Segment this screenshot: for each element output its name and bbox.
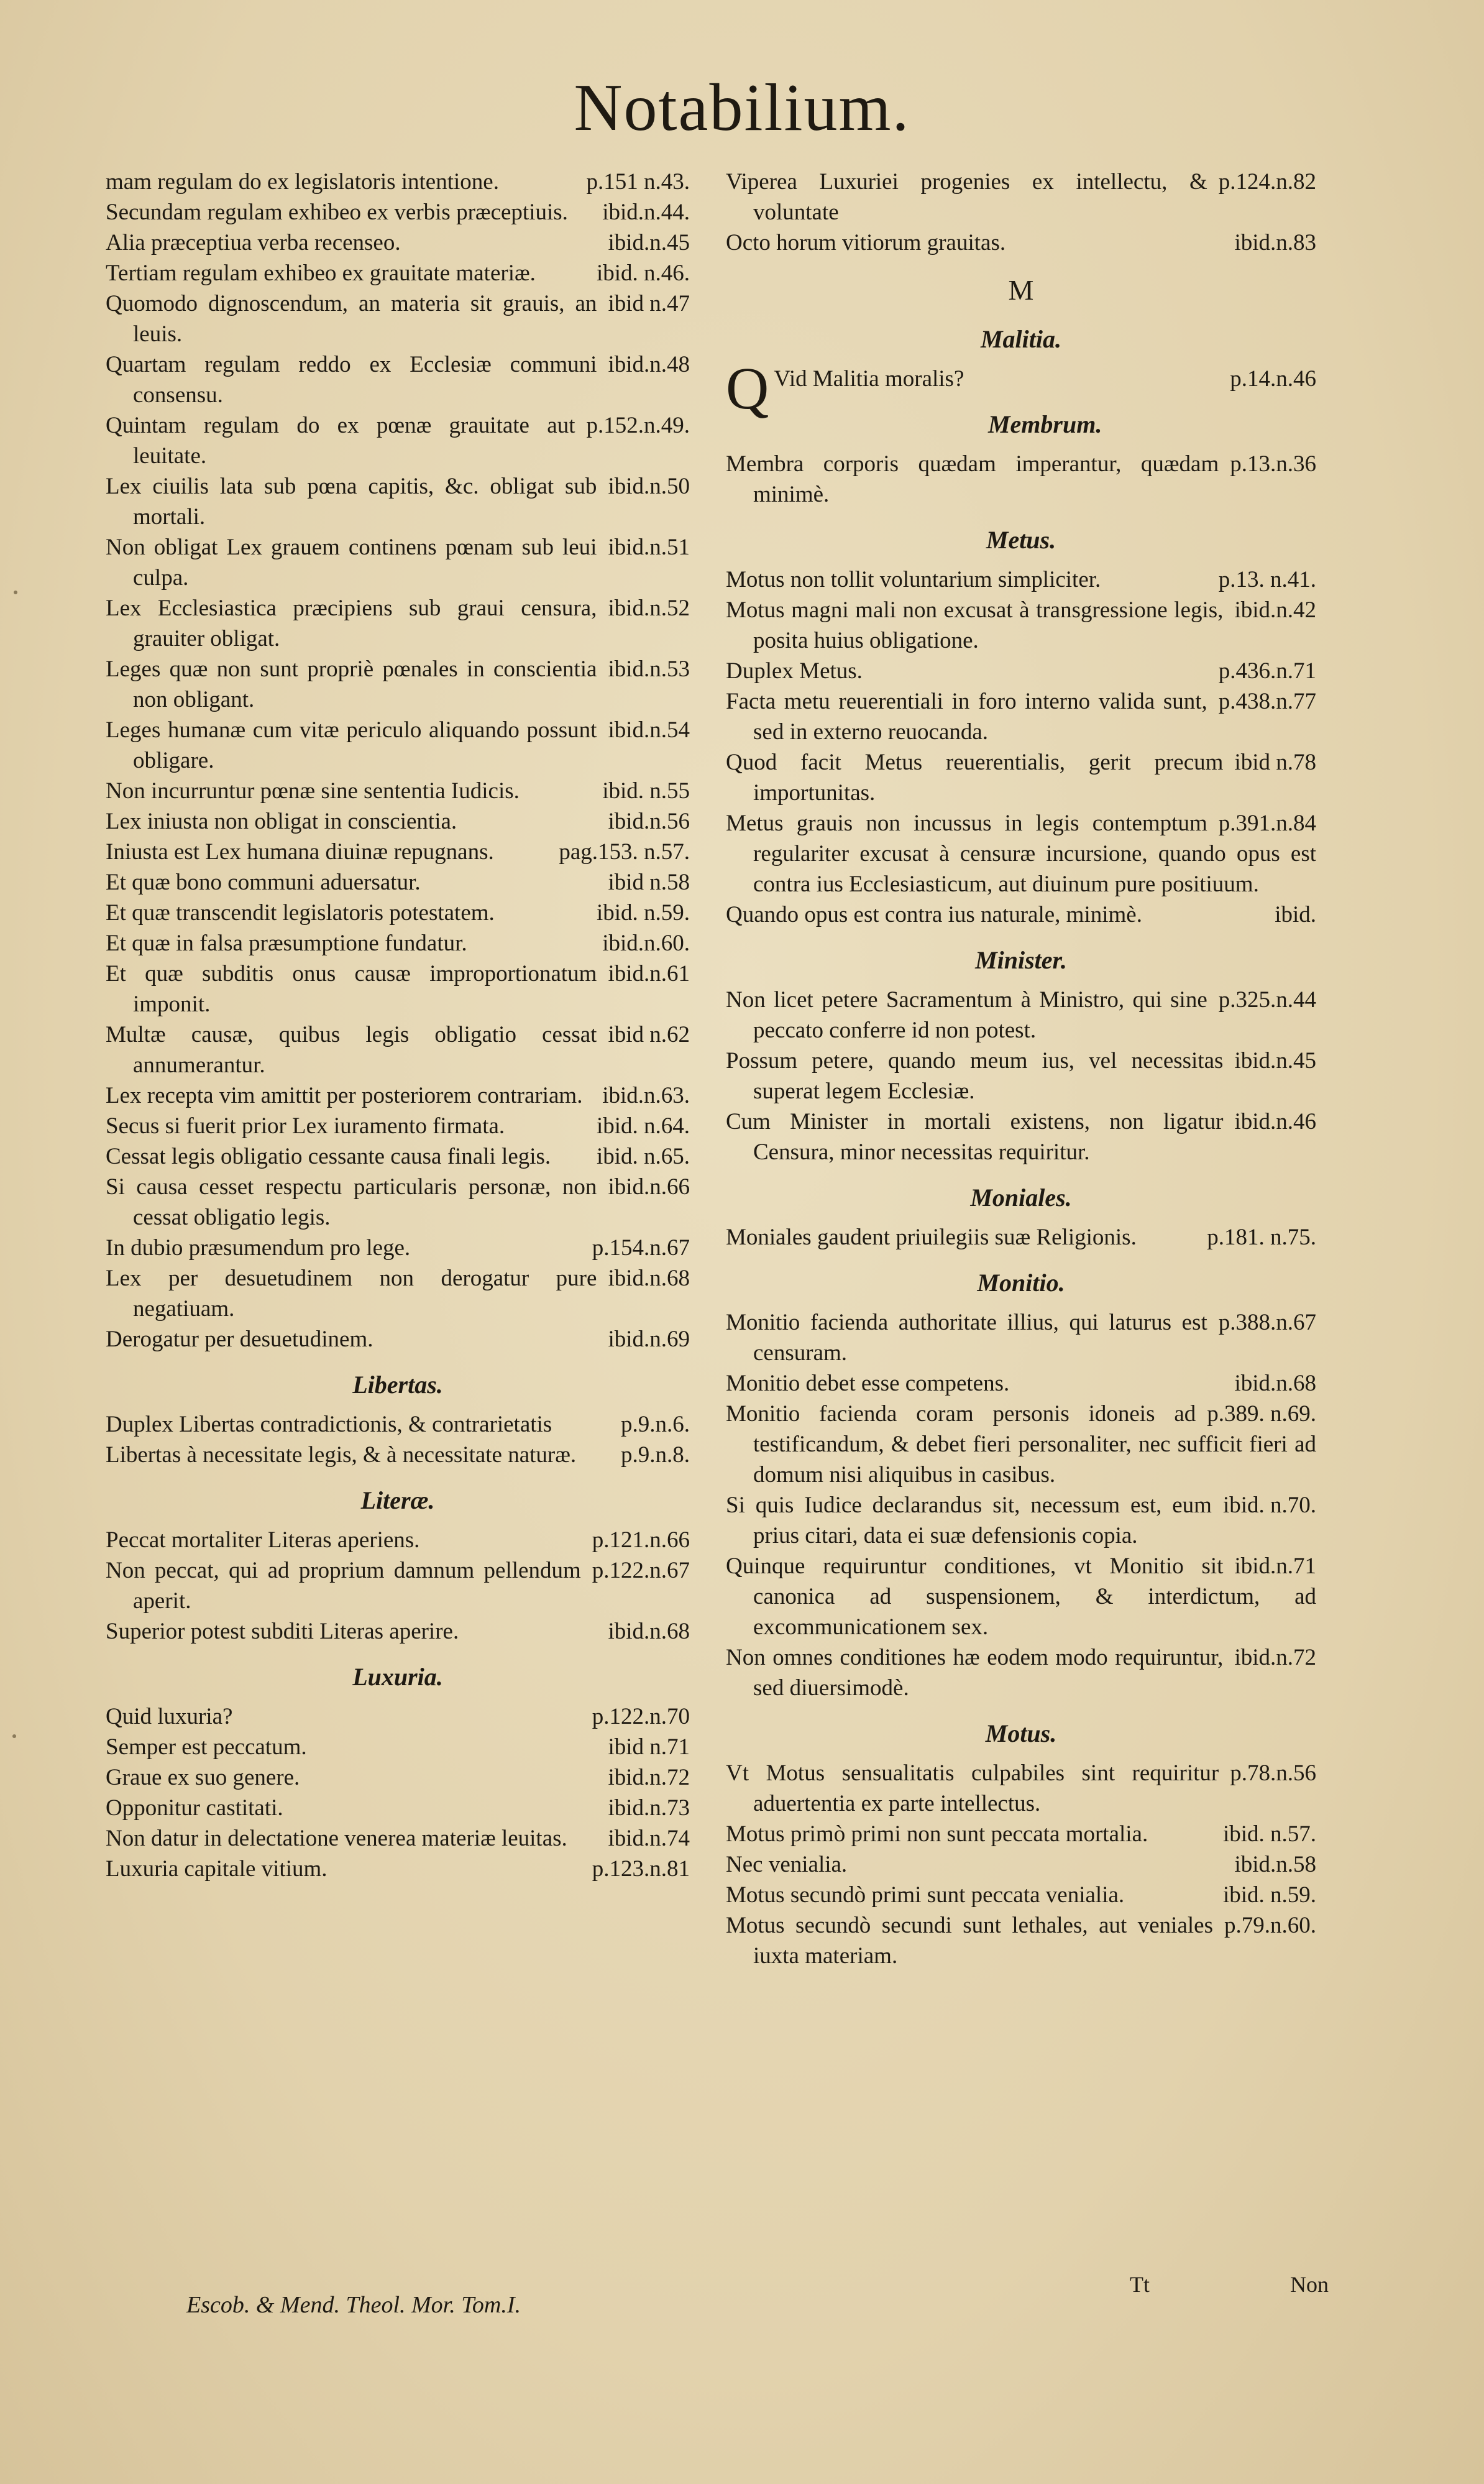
index-entry — [106, 1233, 690, 1263]
page-reference: ibid n.58 — [608, 870, 690, 895]
footer-title: Escob. & Mend. Theol. Mor. Tom.I. — [186, 2292, 521, 2318]
entry-text: Leges quæ non sunt propriè pœnales in conscientia non obligant. — [106, 656, 597, 712]
entry-text: Superior potest subditi Literas aperire. — [106, 1619, 459, 1644]
entry-text: Vid Malitia moralis? — [774, 366, 964, 392]
page-reference: ibid. n.55 — [602, 778, 690, 804]
entry-text: Derogatur per desuetudinem. — [106, 1327, 373, 1352]
index-entry — [106, 715, 690, 776]
index-entry — [726, 656, 1316, 686]
entry-text: Lex recepta vim amittit per posteriorem contrariam. — [106, 1083, 583, 1108]
entry-text: Leges humanæ cum vitæ periculo aliquando possunt obligare. — [106, 717, 597, 773]
index-entry — [726, 1490, 1316, 1551]
index-column-right — [726, 167, 1316, 1971]
page-reference: p.78.n.56 — [1230, 1760, 1316, 1786]
page-reference: ibid.n.51 — [608, 535, 690, 560]
index-entry — [106, 776, 690, 806]
page-reference: ibid.n.83 — [1234, 230, 1316, 255]
entry-text: Motus primò primi non sunt peccata mortalia. — [726, 1821, 1148, 1847]
index-entry — [106, 1823, 690, 1854]
section-heading: Luxuria. — [352, 1663, 443, 1691]
page-reference: ibid.n.60. — [602, 931, 690, 956]
entry-text: Motus secundò secundi sunt lethales, aut veniales iuxta materiam. — [726, 1913, 1213, 1969]
index-entry — [106, 1762, 690, 1793]
page-reference: ibid. n.70. — [1222, 1493, 1316, 1518]
page-reference: ibid.n.72 — [1234, 1645, 1316, 1670]
index-entry — [726, 686, 1316, 747]
page-reference: ibid n.78 — [1234, 750, 1316, 775]
page-reference: ibid n.62 — [608, 1022, 690, 1047]
page-reference: p.13. n.41. — [1218, 567, 1316, 592]
entry-text: Non incurruntur pœnæ sine sententia Iudicis. — [106, 778, 520, 804]
entry-text: Et quæ subditis onus causæ improportionatum imponit. — [106, 961, 597, 1017]
page-reference: p.181. n.75. — [1207, 1225, 1316, 1250]
entry-text: Graue ex suo genere. — [106, 1765, 300, 1790]
page-reference: ibid. n.59. — [596, 900, 690, 926]
entry-text: Motus non tollit voluntarium simpliciter. — [726, 567, 1101, 592]
entry-text: Iniusta est Lex humana diuinæ repugnans. — [106, 839, 494, 865]
index-entry — [106, 228, 690, 258]
section-heading: Literæ. — [360, 1486, 435, 1514]
index-entry — [106, 532, 690, 593]
page-reference: p.152.n.49. — [586, 413, 690, 438]
page-reference: p.325.n.44 — [1218, 987, 1316, 1013]
page-reference: p.391.n.84 — [1218, 811, 1316, 836]
index-entry — [106, 1732, 690, 1762]
page-reference: ibid.n.74 — [608, 1826, 690, 1851]
entry-text: Metus grauis non incussus in legis contemptum regulariter excusat à censuræ incursione, quando opus est contra ius Ecclesiasticum, aut diuinum pure positiuum. — [726, 811, 1316, 897]
page-reference: ibid.n.66 — [608, 1174, 690, 1200]
index-entry — [726, 1106, 1316, 1167]
section-heading: Moniales. — [970, 1184, 1072, 1212]
margin-spot — [14, 591, 17, 594]
index-entry — [106, 1019, 690, 1080]
page-reference: pag.153. n.57. — [559, 839, 690, 865]
index-entry — [106, 1440, 690, 1470]
page-reference: ibid.n.63. — [602, 1083, 690, 1108]
entry-text: Cessat legis obligatio cessante causa finali legis. — [106, 1144, 551, 1169]
entry-text: Quinque requiruntur conditiones, vt Monitio sit canonica ad suspensionem, & interdictum, ad excommunicationem sex. — [726, 1553, 1316, 1640]
page-reference: ibid.n.68 — [608, 1619, 690, 1644]
index-entry — [726, 228, 1316, 258]
entry-text: Quintam regulam do ex pœnæ grauitate aut leuitate. — [106, 413, 575, 469]
entry-text: Opponitur castitati. — [106, 1795, 283, 1821]
page-reference: ibid.n.53 — [608, 656, 690, 682]
page-reference: ibid n.71 — [608, 1734, 690, 1760]
page-reference: ibid.n.45 — [1234, 1048, 1316, 1074]
page-reference: ibid.n.68 — [608, 1266, 690, 1291]
entry-text: Non licet petere Sacramentum à Ministro, qui sine peccato conferre id non potest. — [726, 987, 1207, 1043]
index-entry — [726, 1880, 1316, 1910]
index-entry — [726, 564, 1316, 595]
page-reference: p.389. n.69. — [1207, 1401, 1316, 1427]
entry-text: Tertiam regulam exhibeo ex grauitate materiæ. — [106, 260, 536, 286]
margin-spot — [12, 1734, 16, 1738]
page-reference: ibid.n.58 — [1234, 1852, 1316, 1877]
index-entry — [106, 288, 690, 349]
entry-text: Monitio debet esse competens. — [726, 1371, 1010, 1396]
entry-text: Non datur in delectatione venerea materiæ leuitas. — [106, 1826, 567, 1851]
index-entry — [106, 1111, 690, 1141]
page-reference: ibid.n.50 — [608, 474, 690, 499]
page-reference: ibid.n.71 — [1234, 1553, 1316, 1579]
index-entry — [106, 1263, 690, 1324]
entry-text: Quartam regulam reddo ex Ecclesiæ communi consensu. — [106, 352, 597, 408]
index-entry — [106, 959, 690, 1019]
page-reference: ibid.n.54 — [608, 717, 690, 743]
section-heading: Metus. — [986, 526, 1056, 554]
entry-text: Octo horum vitiorum grauitas. — [726, 230, 1006, 255]
page-reference: ibid. n.64. — [596, 1113, 690, 1139]
page-reference: ibid.n.46 — [1234, 1109, 1316, 1134]
page-reference: p.123.n.81 — [592, 1856, 690, 1882]
index-entry — [106, 1701, 690, 1732]
page-reference: p.388.n.67 — [1218, 1310, 1316, 1335]
entry-text: Possum petere, quando meum ius, vel necessitas superat legem Ecclesiæ. — [726, 1048, 1224, 1104]
entry-text: Motus magni mali non excusat à transgressione legis, posita huius obligatione. — [726, 597, 1224, 653]
index-entry — [726, 808, 1316, 899]
page-reference: ibid.n.44. — [602, 200, 690, 225]
entry-text: Alia præceptiua verba recenseo. — [106, 230, 401, 255]
page-reference: ibid.n.68 — [1234, 1371, 1316, 1396]
entry-text: Nec venialia. — [726, 1852, 848, 1877]
page-reference: ibid.n.42 — [1234, 597, 1316, 623]
page-reference: p.438.n.77 — [1218, 689, 1316, 714]
page-reference: ibid. n.46. — [596, 260, 690, 286]
index-entry — [726, 1222, 1316, 1253]
entry-text: Moniales gaudent priuilegiis suæ Religionis. — [726, 1225, 1137, 1250]
index-entry — [106, 867, 690, 898]
page-reference: p.13.n.36 — [1230, 451, 1316, 477]
index-entry — [106, 1555, 690, 1616]
index-entry — [726, 1849, 1316, 1880]
index-entry — [106, 654, 690, 715]
catchword: Non — [1290, 2272, 1329, 2297]
page-reference: p.124.n.82 — [1218, 169, 1316, 195]
entry-text: Monitio facienda coram personis idoneis ad testificandum, & debet fieri personaliter, nec sufficit fieri ad domum nisi aliquibus in casibus. — [726, 1401, 1316, 1488]
drop-cap: Q — [726, 355, 769, 421]
index-entry — [106, 258, 690, 288]
index-entry — [106, 1854, 690, 1884]
entry-text: Quando opus est contra ius naturale, minimè. — [726, 902, 1142, 927]
page-reference: ibid.n.69 — [608, 1327, 690, 1352]
entry-text: Multæ causæ, quibus legis obligatio cessat annumerantur. — [106, 1022, 597, 1078]
index-entry — [106, 593, 690, 654]
entry-text: Viperea Luxuriei progenies ex intellectu, & voluntate — [726, 169, 1207, 225]
entry-text: Lex iniusta non obligat in conscientia. — [106, 809, 457, 834]
page-reference: ibid.n.56 — [608, 809, 690, 834]
page-reference: p.14.n.46 — [1230, 366, 1316, 392]
page-reference: p.121.n.66 — [592, 1527, 690, 1553]
page-reference: p.122.n.70 — [592, 1704, 690, 1729]
index-entry — [106, 1525, 690, 1555]
index-entry — [726, 1758, 1316, 1819]
page-reference: p.122.n.67 — [592, 1558, 690, 1583]
page-reference: ibid n.47 — [608, 291, 690, 316]
page-reference: ibid.n.72 — [608, 1765, 690, 1790]
entry-text: Lex Ecclesiastica præcipiens sub graui censura, grauiter obligat. — [106, 596, 597, 651]
entry-text: Et quæ transcendit legislatoris potestatem. — [106, 900, 495, 926]
signature-mark: Tt — [1130, 2272, 1150, 2297]
section-heading: Monitio. — [977, 1269, 1065, 1297]
page-reference: p.151 n.43. — [586, 169, 690, 195]
entry-text: Semper est peccatum. — [106, 1734, 307, 1760]
index-entry — [106, 1409, 690, 1440]
page-reference: ibid.n.73 — [608, 1795, 690, 1821]
page-reference: p.79.n.60. — [1224, 1913, 1316, 1938]
index-entry — [726, 1046, 1316, 1106]
index-entry — [106, 1616, 690, 1647]
index-entry — [726, 1642, 1316, 1703]
index-entry — [726, 449, 1316, 510]
section-heading: Minister. — [975, 946, 1067, 974]
page-reference: ibid.n.48 — [608, 352, 690, 377]
index-entry — [106, 1172, 690, 1233]
page-reference: ibid. n.65. — [596, 1144, 690, 1169]
entry-text: Secus si fuerit prior Lex iuramento firmata. — [106, 1113, 505, 1139]
entry-text: Si quis Iudice declarandus sit, necessum est, eum prius citari, data ei suæ defensionis copia. — [726, 1493, 1212, 1548]
section-heading: Malitia. — [980, 325, 1062, 353]
entry-text: Luxuria capitale vitium. — [106, 1856, 327, 1882]
index-entry — [726, 1819, 1316, 1849]
footer-signature-line — [1130, 2271, 1329, 2298]
index-entry — [106, 1141, 690, 1172]
entry-text: Quomodo dignoscendum, an materia sit grauis, an leuis. — [106, 291, 597, 347]
index-entry — [106, 928, 690, 959]
index-column-left — [106, 167, 690, 1884]
entry-text: In dubio præsumendum pro lege. — [106, 1235, 411, 1261]
index-entry — [726, 1307, 1316, 1368]
index-entry — [726, 1399, 1316, 1490]
index-entry — [106, 197, 690, 228]
index-entry — [106, 898, 690, 928]
entry-text: Non obligat Lex grauem continens pœnam sub leui culpa. — [106, 535, 597, 591]
entry-text: Cum Minister in mortali existens, non ligatur Censura, minor necessitas requiritur. — [726, 1109, 1224, 1165]
entry-text: Vt Motus sensualitatis culpabiles sint requiritur aduertentia ex parte intellectus. — [726, 1760, 1219, 1816]
page-reference: ibid.n.45 — [608, 230, 690, 255]
index-entry — [726, 1551, 1316, 1642]
entry-text: Facta metu reuerentiali in foro interno valida sunt, sed in externo reuocanda. — [726, 689, 1207, 745]
index-entry — [726, 355, 1316, 421]
index-entry — [106, 167, 690, 197]
entry-text: Membra corporis quædam imperantur, quædam minimè. — [726, 451, 1219, 507]
entry-text: Quod facit Metus reuerentialis, gerit precum importunitas. — [726, 750, 1224, 806]
page-reference: ibid. — [1275, 902, 1316, 927]
section-heading: Libertas. — [352, 1371, 443, 1399]
entry-text: Si causa cesset respectu particularis personæ, non cessat obligatio legis. — [106, 1174, 597, 1230]
index-entry — [106, 1080, 690, 1111]
index-entry — [106, 837, 690, 867]
entry-text: Non omnes conditiones hæ eodem modo requiruntur, sed diuersimodè. — [726, 1645, 1224, 1701]
entry-text: Secundam regulam exhibeo ex verbis præceptiuis. — [106, 200, 568, 225]
page-reference: ibid. n.59. — [1222, 1882, 1316, 1908]
entry-text: Quid luxuria? — [106, 1704, 233, 1729]
entry-text: Monitio facienda authoritate illius, qui laturus est censuram. — [726, 1310, 1207, 1366]
page-reference: p.436.n.71 — [1218, 658, 1316, 684]
index-entry — [106, 1793, 690, 1823]
page-reference: ibid.n.52 — [608, 596, 690, 621]
page-reference: p.9.n.6. — [621, 1412, 690, 1437]
index-entry — [106, 471, 690, 532]
entry-text: Non peccat, qui ad proprium damnum pellendum aperit. — [106, 1558, 581, 1614]
index-entry — [726, 747, 1316, 808]
index-entry — [726, 1910, 1316, 1971]
entry-text: mam regulam do ex legislatoris intentione. — [106, 169, 499, 195]
entry-text: Et quæ bono communi aduersatur. — [106, 870, 421, 895]
index-entry — [106, 806, 690, 837]
page-reference: p.154.n.67 — [592, 1235, 690, 1261]
page-reference: ibid.n.61 — [608, 961, 690, 987]
index-entry — [726, 985, 1316, 1046]
entry-text: Libertas à necessitate legis, & à necessitate naturæ. — [106, 1442, 577, 1468]
page-reference: p.9.n.8. — [621, 1442, 690, 1468]
index-entry — [726, 899, 1316, 930]
page-title: Notabilium. — [574, 71, 910, 145]
entry-text: Lex ciuilis lata sub pœna capitis, &c. obligat sub mortali. — [106, 474, 597, 530]
index-entry — [726, 595, 1316, 656]
letter-heading: M — [1008, 274, 1034, 306]
section-heading: Motus. — [985, 1719, 1057, 1747]
section-heading: Membrum. — [987, 410, 1102, 438]
index-entry — [106, 349, 690, 410]
page-reference: ibid. n.57. — [1222, 1821, 1316, 1847]
entry-text: Et quæ in falsa præsumptione fundatur. — [106, 931, 467, 956]
entry-text: Duplex Libertas contradictionis, & contrarietatis — [106, 1412, 552, 1437]
index-entry — [106, 1324, 690, 1355]
index-entry — [726, 167, 1316, 228]
index-entry — [726, 1368, 1316, 1399]
entry-text: Peccat mortaliter Literas aperiens. — [106, 1527, 420, 1553]
entry-text: Lex per desuetudinem non derogatur pure negatiuam. — [106, 1266, 597, 1322]
entry-text: Motus secundò primi sunt peccata venialia. — [726, 1882, 1125, 1908]
entry-text: Duplex Metus. — [726, 658, 863, 684]
index-entry — [106, 410, 690, 471]
